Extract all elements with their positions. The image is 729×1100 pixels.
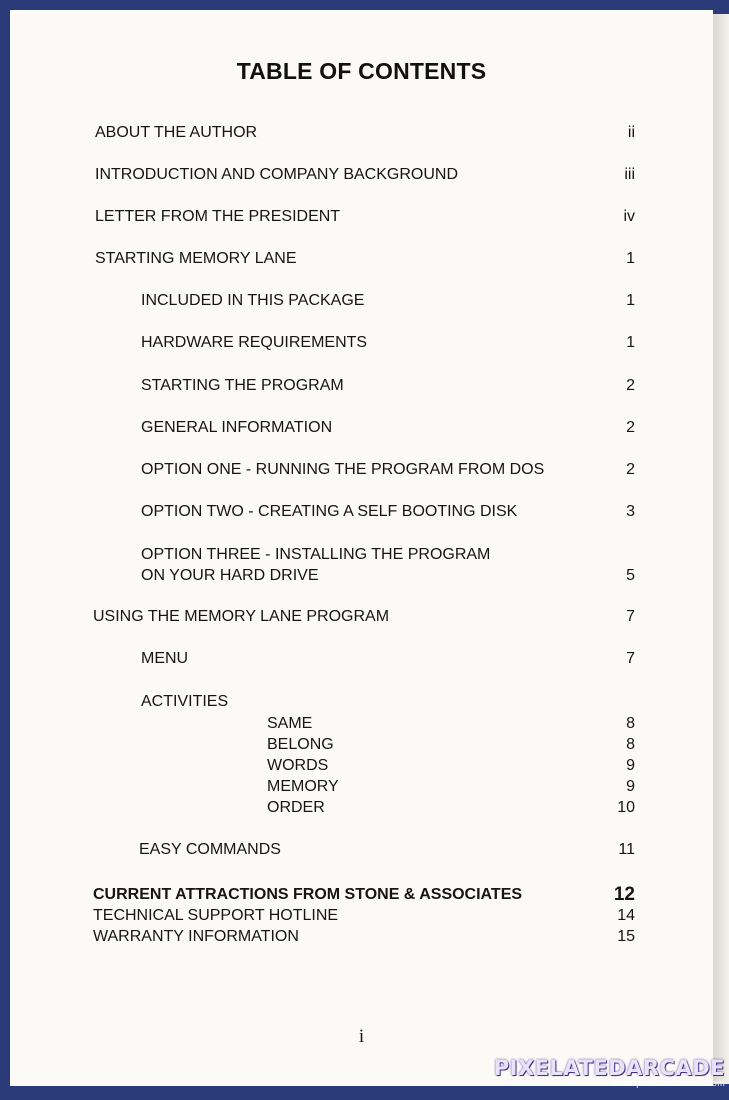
toc-label: BELONG [267, 736, 334, 753]
toc-label: EASY COMMANDS [139, 841, 281, 858]
toc-label: INTRODUCTION AND COMPANY BACKGROUND [95, 166, 458, 183]
toc-entry-easy-commands [10, 840, 711, 860]
toc-entry-letter-president [10, 207, 713, 227]
toc-page-number: 11 [618, 841, 635, 858]
toc-entry-option-two [10, 502, 713, 522]
page-title: TABLE OF CONTENTS [236, 58, 487, 84]
toc-entry-using-program [10, 607, 711, 627]
toc-page-number: 2 [626, 461, 635, 478]
toc-page-number: 2 [626, 419, 635, 436]
toc-page-number: 9 [626, 757, 635, 774]
toc-label: INCLUDED IN THIS PACKAGE [141, 292, 365, 309]
toc-page-number: 1 [626, 292, 635, 309]
toc-entry-option-three-line1 [10, 545, 713, 565]
toc-label: LETTER FROM THE PRESIDENT [95, 208, 341, 225]
toc-label: USING THE MEMORY LANE PROGRAM [93, 608, 390, 625]
toc-entry-option-one [10, 460, 713, 480]
toc-page-number: 14 [617, 907, 635, 924]
toc-label: OPTION ONE - RUNNING THE PROGRAM FROM DOS [141, 461, 545, 478]
document-page [10, 10, 713, 1086]
toc-page-number: 3 [626, 503, 635, 520]
page-number-footer: i [358, 1026, 365, 1047]
toc-label: WARRANTY INFORMATION [93, 928, 299, 945]
toc-label: SAME [267, 715, 313, 732]
watermark-logo: PIXELATEDARCADE [493, 1056, 725, 1080]
toc-label: ABOUT THE AUTHOR [95, 124, 258, 141]
toc-entry-technical-support [10, 906, 711, 926]
toc-page-number: 10 [617, 799, 635, 816]
toc-label: ACTIVITIES [141, 693, 229, 710]
toc-entry-starting-memory-lane [10, 249, 713, 269]
toc-entry-about-author [10, 123, 713, 143]
toc-entry-introduction [10, 165, 713, 185]
watermark [494, 1056, 725, 1088]
toc-page-number: 9 [626, 778, 635, 795]
toc-entry-option-three-line2 [10, 566, 713, 586]
toc-label: HARDWARE REQUIREMENTS [141, 334, 368, 351]
toc-page-number: 15 [617, 928, 635, 945]
toc-entry-general-information [10, 418, 713, 438]
toc-label: ORDER [267, 799, 325, 816]
toc-page-number: 1 [626, 250, 635, 267]
toc-page-number: 2 [626, 377, 635, 394]
toc-entry-memory [10, 777, 713, 797]
toc-entry-words [10, 756, 713, 776]
toc-page-number: iii [624, 166, 635, 183]
toc-label: WORDS [267, 757, 329, 774]
toc-entry-included-package [10, 291, 713, 311]
toc-entry-same [10, 714, 713, 734]
toc-page-number: 5 [626, 567, 635, 584]
adjacent-page-edge [713, 14, 729, 1084]
toc-label: CURRENT ATTRACTIONS FROM STONE & ASSOCIATES [93, 886, 523, 903]
toc-label: STARTING MEMORY LANE [95, 250, 297, 267]
toc-label: ON YOUR HARD DRIVE [141, 567, 319, 584]
toc-page-number: iv [623, 208, 635, 225]
toc-label: MENU [141, 650, 189, 667]
toc-entry-starting-program [10, 376, 713, 396]
toc-page-number: ii [627, 124, 635, 141]
toc-label: OPTION THREE - INSTALLING THE PROGRAM [141, 546, 491, 563]
toc-entry-menu [10, 649, 713, 669]
toc-page-number: 7 [626, 650, 635, 667]
toc-label: TECHNICAL SUPPORT HOTLINE [93, 907, 339, 924]
toc-entry-current-attractions [10, 885, 711, 905]
toc-entry-order [10, 798, 713, 818]
toc-entry-warranty [10, 927, 711, 947]
toc-page-number: 1 [626, 334, 635, 351]
toc-entry-activities [10, 692, 713, 712]
toc-label: OPTION TWO - CREATING A SELF BOOTING DISK [141, 503, 518, 520]
toc-page-number: 8 [626, 715, 635, 732]
toc-label: MEMORY [267, 778, 339, 795]
watermark-url: www.pixelatedarcade.com [613, 1078, 725, 1088]
toc-page-number: 7 [626, 608, 635, 625]
toc-entry-belong [10, 735, 713, 755]
toc-entry-hardware-requirements [10, 333, 713, 353]
toc-page-number: 8 [626, 736, 635, 753]
toc-label: STARTING THE PROGRAM [141, 377, 344, 394]
toc-page-number: 12 [613, 884, 635, 905]
toc-label: GENERAL INFORMATION [141, 419, 333, 436]
